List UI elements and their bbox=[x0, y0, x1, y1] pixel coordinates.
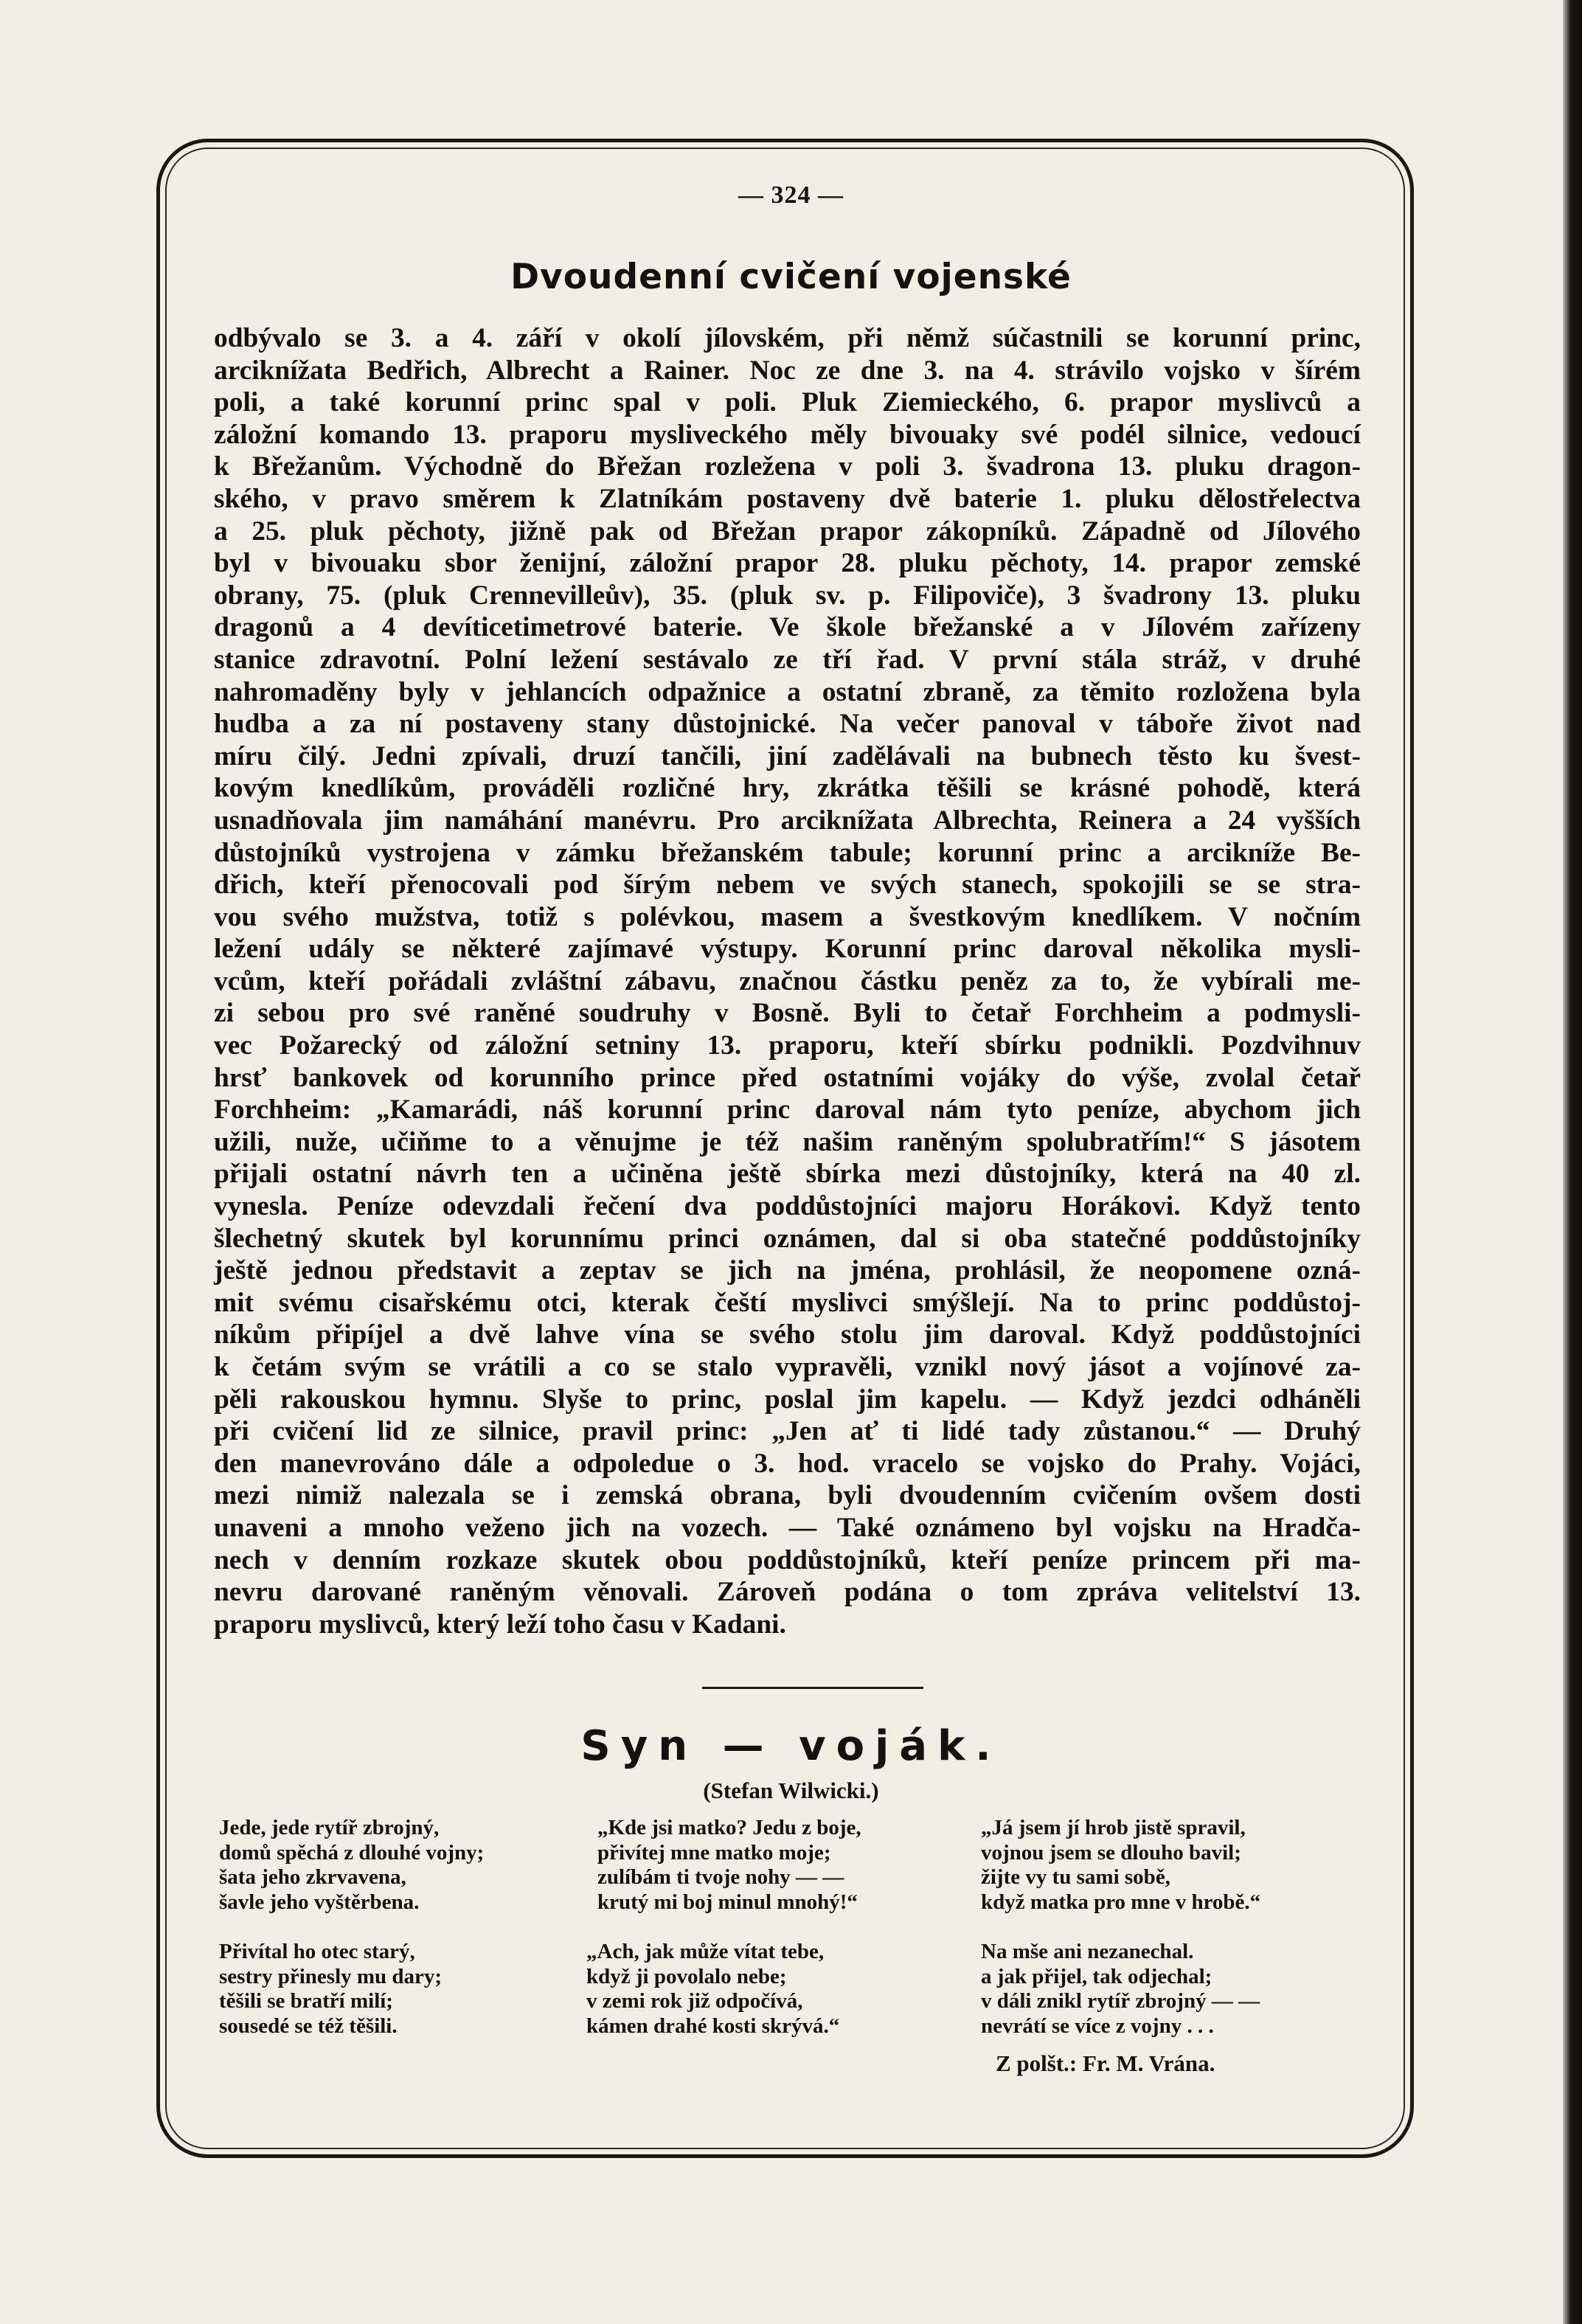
poem-verse: sestry přinesly mu dary; bbox=[219, 1964, 443, 1988]
poem-col1-stanza1 bbox=[219, 1816, 484, 1915]
poem-col3-stanza2 bbox=[981, 1940, 1260, 2039]
article-line: mit svému cisařskému otci, kterak čeští myslivci smýšlejí. Na to princ poddůstoj- bbox=[214, 1287, 1361, 1318]
poem-col2-stanza1 bbox=[597, 1816, 861, 1915]
page-number: — 324 — bbox=[738, 181, 844, 209]
poem-verse: zulíbám ti tvoje nohy — — bbox=[597, 1865, 844, 1889]
poem-translator: Z polšt.: Fr. M. Vrána. bbox=[996, 2050, 1215, 2076]
poem-verse: Jede, jede rytíř zbrojný, bbox=[219, 1816, 440, 1839]
article-line: ležení udály se některé zajímavé výstupy. Korunní princ daroval několika mysli- bbox=[214, 934, 1361, 965]
poem-verse: Přivítal ho otec starý, bbox=[219, 1940, 415, 1963]
poem-author: (Stefan Wilwicki.) bbox=[703, 1777, 879, 1803]
section-divider bbox=[702, 1687, 923, 1689]
poem-verse: šata jeho zkrvavena, bbox=[219, 1865, 406, 1889]
poem-verse: domů spěchá z dlouhé vojny; bbox=[219, 1840, 485, 1865]
article-line: poli, a také korunní princ spal v poli. Pluk Ziemieckého, 6. prapor myslivců a bbox=[214, 387, 1361, 418]
article-line: k četám svým se vrátili a co se stalo vypravěli, vznikl nový jásot a vojínové za- bbox=[214, 1352, 1361, 1382]
poem-verse: když ji povolalo nebe; bbox=[586, 1964, 787, 1988]
poem-verse: „Ach, jak může vítat tebe, bbox=[586, 1940, 825, 1963]
article-line: užili, nuže, učiňme to a věnujme je též našim raněným spolubratřím!“ S jásotem bbox=[214, 1126, 1361, 1157]
poem-verse: kámen drahé kosti skrývá.“ bbox=[586, 2013, 840, 2038]
article-line: níkům připíjel a dvě lahve vína se svého stolu jim daroval. Když poddůstojníci bbox=[214, 1319, 1361, 1350]
article-line: při cvičení lid ze silnice, pravil princ: „Jen ať ti lidé tady zůstanou.“ — Druhý bbox=[214, 1416, 1361, 1447]
poem-verse: vojnou jsem se dlouho bavil; bbox=[981, 1840, 1241, 1865]
poem-verse: sousedé se též těšili. bbox=[219, 2013, 398, 2038]
poem-verse: žijte vy tu sami sobě, bbox=[981, 1865, 1170, 1889]
article-line: důstojníků vystrojena v zámku břežanském tabule; korunní princ a arciknížе Be- bbox=[214, 837, 1361, 868]
article-line: přijali ostatní návrh ten a učiněna ještě sbírka mezi důstojníky, která na 40 zl. bbox=[214, 1159, 1361, 1190]
article-line: praporu myslivců, který leží toho času v Kadani. bbox=[214, 1609, 786, 1640]
article-line: zi sebou pro své raněné soudruhy v Bosně. Byli to četař Forchheim a podmysli- bbox=[214, 998, 1361, 1029]
poem-verse: „Kde jsi matko? Jedu z boje, bbox=[597, 1816, 861, 1839]
poem-verse: v dáli znikl rytíř zbrojný — — bbox=[981, 1989, 1260, 2013]
article-line: míru čilý. Jedni zpívali, druzí tančili, jiní zadělávali na bubnech těsto ku švest- bbox=[214, 740, 1361, 771]
scan-edge bbox=[1563, 0, 1582, 2324]
article-line: vcům, kteří pořádali zvláštní zábavu, značnou částku peněz za to, že vybírali me- bbox=[214, 965, 1361, 996]
article-line: nevru darované raněným věnovali. Zároveň podána o tom zpráva velitelství 13. bbox=[214, 1577, 1361, 1608]
article-line: vynesla. Peníze odevzdali řečení dva poddůstojníci majoru Horákovi. Když tento bbox=[214, 1191, 1361, 1222]
article-line: nech v denním rozkaze skutek obou poddůstojníků, kteří peníze princem při ma- bbox=[214, 1544, 1361, 1575]
poem-verse: přivítej mne matko moje; bbox=[597, 1840, 831, 1865]
article-line: pěli rakouskou hymnu. Slyše to princ, poslal jim kapelu. — Když jezdci odháněli bbox=[214, 1384, 1361, 1415]
poem-col1-stanza2 bbox=[219, 1940, 442, 2039]
poem-verse: nevrátí se více z vojny . . . bbox=[981, 2013, 1214, 2038]
article-line: odbývalo se 3. a 4. září v okolí jílovském, při němž súčastnili se korunní princ, bbox=[214, 323, 1361, 353]
poem-title: Syn — voják. bbox=[580, 1722, 1002, 1770]
article-line: záložní komando 13. praporu mysliveckého měly bivouaky své podél silnice, vedoucí bbox=[214, 419, 1361, 450]
article-line: a 25. pluk pěchoty, jižně pak od Břežan prapor zákopníků. Západně od Jílového bbox=[214, 516, 1361, 547]
poem-col3-stanza1 bbox=[981, 1816, 1260, 1915]
poem-verse: „Já jsem jí hrob jistě spravil, bbox=[981, 1816, 1246, 1839]
article-line: vou svého mužstva, totiž s polévkou, masem a švestkovým knedlíkem. V nočním bbox=[214, 901, 1361, 932]
poem-verse: šavle jeho vyštěrbena. bbox=[219, 1890, 420, 1914]
poem-col2-stanza2 bbox=[586, 1940, 839, 2039]
article-line: den manevrováno dále a odpoledue o 3. hod. vracelo se vojsko do Prahy. Vojáci, bbox=[214, 1448, 1361, 1479]
poem-verse: těšili se bratří milí; bbox=[219, 1989, 393, 2013]
article-line: vec Požarecký od záložní setniny 13. praporu, kteří sbírku podnikli. Pozdvihnuv bbox=[214, 1030, 1361, 1061]
article-line: ského, v pravo směrem k Zlatníkám postaveny dvě baterie 1. pluku dělostřelectva bbox=[214, 483, 1361, 514]
article-line: dragonů a 4 devíticetimetrové baterie. Ve škole břežanské a v Jílovém zařízeny bbox=[214, 612, 1361, 643]
article-line: stanice zdravotní. Polní ležení sestávalo ze tří řad. V první stála stráž, v druhé bbox=[214, 644, 1361, 675]
article-line: k Břežanům. Východně do Břežan rozležena v poli 3. švadrona 13. pluku dragon- bbox=[214, 451, 1361, 482]
poem-verse: a jak přijel, tak odjechal; bbox=[981, 1964, 1212, 1988]
poem-verse: krutý mi boj minul mnohý!“ bbox=[597, 1890, 858, 1914]
poem-verse: když matka pro mne v hrobě.“ bbox=[981, 1890, 1261, 1914]
article-line: arciknížata Bedřich, Albrecht a Rainer. Noc ze dne 3. na 4. strávilo vojsko v šírém bbox=[214, 355, 1361, 386]
article-line: obrany, 75. (pluk Crennevilleův), 35. (pluk sv. p. Filipoviče), 3 švadrony 13. pluku bbox=[214, 580, 1361, 611]
article-title: Dvoudenní cvičení vojenské bbox=[510, 257, 1072, 297]
article-body bbox=[214, 322, 1361, 1640]
article-line: kovým knedlíkům, prováděli rozličné hry, zkrátka těšili se krásné pohodě, která bbox=[214, 773, 1361, 804]
poem-verse: v zemi rok již odpočívá, bbox=[586, 1989, 803, 2013]
article-line: šlechetný skutek byl korunnímu princi oznámen, dal si oba statečné poddůstojníky bbox=[214, 1223, 1361, 1254]
article-line: ještě jednou představit a zeptav se jich na jména, prohlásil, že neopomene ozná- bbox=[214, 1255, 1361, 1286]
article-line: byl v bivouaku sbor ženijní, záložní prapor 28. pluku pěchoty, 14. prapor zemské bbox=[214, 548, 1361, 579]
poem-verse: Na mše ani nezanechal. bbox=[981, 1940, 1194, 1963]
article-line: mezi nimiž nalezala se i zemská obrana, byli dvoudenním cvičením ovšem dosti bbox=[214, 1480, 1361, 1511]
article-line: hudba a za ní postaveny stany důstojnické. Na večer panoval v táboře život nad bbox=[214, 709, 1361, 740]
article-line: usnadňovala jim namáhání manévru. Pro arciknížata Albrechta, Reinera a 24 vyšších bbox=[214, 805, 1361, 836]
article-line: unaveni a mnoho veženo jich na vozech. — Také oznámeno byl vojsku na Hradča- bbox=[214, 1512, 1361, 1543]
article-line: dřich, kteří přenocovali pod šírým nebem ve svých stanech, spokojili se se stra- bbox=[214, 870, 1361, 901]
article-line: hrsť bankovek od korunního prince před ostatními vojáky do výše, zvolal četař bbox=[214, 1062, 1361, 1093]
article-line: nahromaděny byly v jehlancích odpažnice a ostatní zbraně, za těmito rozložena byla bbox=[214, 676, 1361, 707]
article-line: Forchheim: „Kamarádi, náš korunní princ daroval nám tyto peníze, abychom jich bbox=[214, 1095, 1361, 1125]
